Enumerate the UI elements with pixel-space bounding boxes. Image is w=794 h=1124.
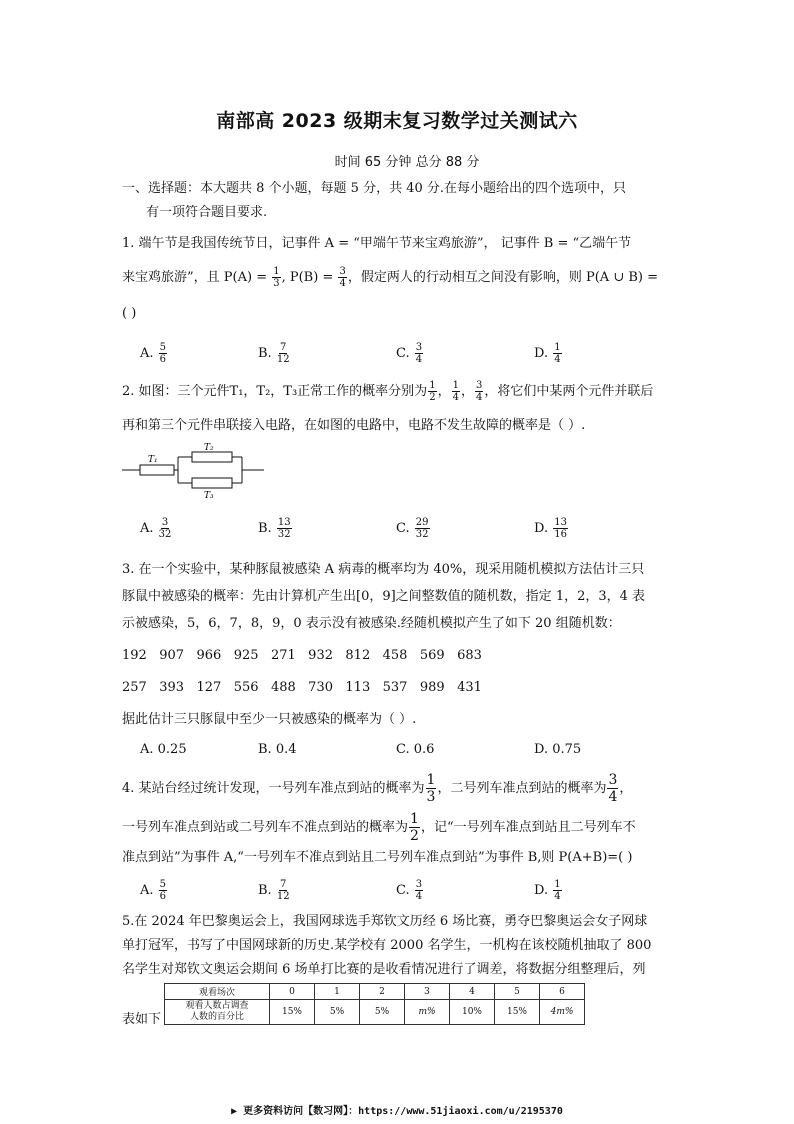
q5-line2: 单打冠军，书写了中国网球新的历史.某学校有 2000 名学生，一机构在该校随机抽取了 800 [122, 938, 652, 953]
q3-line4: 据此估计三只豚鼠中至少一只被感染的概率为（ ）. [122, 712, 417, 727]
section-heading: 一、选择题：本大题共 8 个小题，每题 5 分，共 40 分.在每小题给出的四个选项中，只 [122, 181, 627, 196]
q3-line3: 示被感染，5，6，7，8，9，0 表示没有被感染.经随机模拟产生了如下 20 组随机数： [122, 616, 621, 631]
page-title: 南部高 2023 级期末复习数学过关测试六 [216, 110, 578, 132]
q3-line1: 3. 在一个实验中，某种豚鼠被感染 A 病毒的概率均为 40%，现采用随机模拟方法估计三只 [122, 562, 645, 577]
q2-line2: 再和第三个元件串联接入电路，在如图的电路中，电路不发生故障的概率是（ ）. [122, 418, 586, 433]
table-row [165, 1000, 585, 1025]
q4-line3: 准点到站”为事件 A,“一号列车不准点到站且二号列车准点到站”为事件 B,则 P(A+B)=( ) [122, 850, 633, 865]
q3-option-d[interactable]: D. 0.75 [534, 742, 582, 757]
q1-pb-fraction: $\frac{3}{4}$ [339, 266, 346, 289]
t1-label: T₁ [148, 455, 158, 465]
q4-option-a[interactable]: A. $\frac{5}{6}$ [140, 879, 167, 902]
q2-option-b[interactable]: B. $\frac{13}{32}$ [258, 517, 291, 540]
table-cell: 6 [540, 984, 585, 1000]
q1-line1: 1. 端午节是我国传统节日，记事件 A = “甲端午节来宝鸡旅游”， 记事件 B = “乙端午节 [122, 236, 632, 251]
table-cell: 5 [495, 984, 540, 1000]
q1-answer-blank: ( ) [122, 306, 137, 321]
q4-line2: 一号列车准点到站或二号列车不准点到站的概率为 $\frac{1}{2}$ ，记“一号列车准点到站且二号列车不 [122, 811, 636, 844]
q4-line1: 4. 某站台经过统计发现，一号列车准点到站的概率为 $\frac{1}{3}$ ，二号列车准点到站的概率为 $\frac{3}{4}$ ， [122, 772, 633, 805]
table-header-row [165, 984, 585, 1000]
q1-option-a[interactable]: A. $\frac{5}{6}$ [140, 342, 167, 365]
section-heading-cont: 有一项符合题目要求. [146, 205, 268, 220]
q2-option-c[interactable]: C. $\frac{29}{32}$ [396, 517, 429, 540]
t3-label: T₃ [204, 491, 214, 500]
q3-random-row2: 257 393 127 556 488 730 113 537 989 431 [122, 680, 482, 695]
q2-line1: 2. 如图：三个元件T₁，T₂，T₃正常工作的概率分别为 $\frac{1}{2}$ ， $\frac{1}{4}$ ， $\frac{3}{4}$ ，将它们中某两个元件并联后 [122, 380, 654, 403]
q1-text-a: 来宝鸡旅游”，且 P(A) = [122, 270, 272, 285]
q5-line1: 5.在 2024 年巴黎奥运会上，我国网球选手郑钦文历经 6 场比赛，勇夺巴黎奥运会女子网球 [122, 914, 648, 929]
q3-line2: 豚鼠中被感染的概率：先由计算机产生出[0，9]之间整数值的随机数，指定 1，2，3，4 表 [122, 589, 646, 604]
table-cell: 5% [360, 1000, 405, 1025]
q3-option-b[interactable]: B. 0.4 [258, 742, 297, 757]
q1-pa-fraction: $\frac{1}{3}$ [273, 266, 280, 289]
table-header-label: 观看场次 [165, 984, 270, 1000]
q3-options [140, 742, 660, 766]
table-cell: 2 [360, 984, 405, 1000]
q5-line3: 名学生对郑钦文奥运会期间 6 场单打比赛的是收看情况进行了调差，将数据分组整理后，列 [122, 962, 646, 977]
q2-option-d[interactable]: D. $\frac{13}{16}$ [534, 517, 567, 540]
page-subtitle: 时间 65 分钟 总分 88 分 [334, 155, 480, 170]
table-cell: m% [405, 1000, 450, 1025]
q2-option-a[interactable]: A. $\frac{3}{32}$ [140, 517, 172, 540]
table-cell: 0 [270, 984, 315, 1000]
q4-option-d[interactable]: D. $\frac{1}{4}$ [534, 879, 561, 902]
q1-text-b: , P(B) = [281, 270, 338, 285]
table-cell: 1 [315, 984, 360, 1000]
q1-option-b[interactable]: B. $\frac{7}{12}$ [258, 342, 290, 365]
table-row-label: 观看人数占调查 人数的百分比 [165, 1000, 270, 1025]
q1-option-c[interactable]: C. $\frac{3}{4}$ [396, 342, 423, 365]
q1-text-c: ，假定两人的行动相互之间没有影响，则 P(A ∪ B) = [347, 270, 658, 285]
circuit-diagram [118, 442, 268, 500]
q5-data-table [164, 983, 585, 1025]
q4-option-b[interactable]: B. $\frac{7}{12}$ [258, 879, 290, 902]
q3-option-a[interactable]: A. 0.25 [140, 742, 187, 757]
table-cell: 15% [495, 1000, 540, 1025]
q1-options [140, 342, 660, 366]
table-cell: 4 [450, 984, 495, 1000]
footer-link[interactable]: ▶ 更多资料访问【数习网】：https://www.51jiaoxi.com/u/2195370 [231, 1106, 563, 1117]
q1-line2 [122, 266, 682, 289]
q3-option-c[interactable]: C. 0.6 [396, 742, 435, 757]
q3-random-row1: 192 907 966 925 271 932 812 458 569 683 [122, 648, 482, 663]
table-cell: 4m% [540, 1000, 585, 1025]
q1-option-d[interactable]: D. $\frac{1}{4}$ [534, 342, 561, 365]
table-cell: 15% [270, 1000, 315, 1025]
q4-option-c[interactable]: C. $\frac{3}{4}$ [396, 879, 423, 902]
q5-line4: 表如下 [122, 1012, 162, 1027]
table-cell: 3 [405, 984, 450, 1000]
t2-label: T₂ [204, 443, 214, 453]
table-cell: 10% [450, 1000, 495, 1025]
q2-options [140, 517, 660, 541]
table-cell: 5% [315, 1000, 360, 1025]
q4-options [140, 879, 660, 903]
